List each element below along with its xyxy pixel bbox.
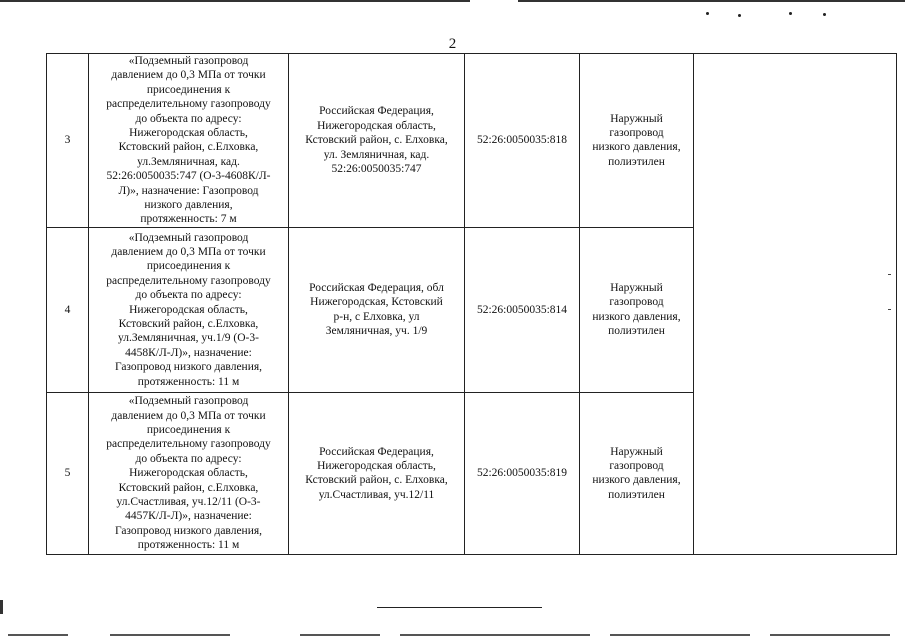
bottom-scan-artifact [610, 634, 750, 636]
object-description-text: «Подземный газопровод давлением до 0,3 МПа от точки присоединения к распределительному газопроводу до объекта по адресу: Нижегородская область, Кстовский район, с.Елховка, ул.Земляничная, уч.1/9 (О-3- 4458К/Л-Л)», назначение: Газопровод низкого давления, протяженность: 11 м [106, 231, 271, 388]
object-address-text: Российская Федерация, Нижегородская область, Кстовский район, с. Елховка, ул.Счастливая, уч.12/11 [305, 445, 448, 501]
object-description [89, 227, 289, 392]
property-table [46, 53, 897, 555]
cadastral-number: 52:26:0050035:818 [465, 54, 580, 228]
scan-speck [738, 14, 741, 17]
bottom-scan-artifact [8, 634, 68, 636]
object-type-text: Наружный газопровод низкого давления, полиэтилен [592, 112, 681, 168]
object-address [289, 392, 465, 554]
scan-speck [789, 12, 792, 15]
bottom-scan-artifact [770, 634, 890, 636]
empty-merged-column [694, 54, 897, 555]
object-address [289, 227, 465, 392]
row-number: 5 [47, 392, 89, 554]
row-number: 4 [47, 227, 89, 392]
object-description-text: «Подземный газопровод давлением до 0,3 МПа от точки присоединения к распределительному газопроводу до объекта по адресу: Нижегородская область, Кстовский район, с.Елховка, ул.Земляничная, кад. 52:26:0050035:747 (О-3-4608К/Л- Л)», назначение: Газопровод низкого давления, протяженность: 7 м [106, 55, 271, 226]
margin-tick [888, 274, 891, 275]
scan-speck [706, 12, 709, 15]
object-type [580, 54, 694, 228]
bottom-scan-artifact [400, 634, 590, 636]
margin-tick [888, 309, 891, 310]
bottom-scan-artifact [110, 634, 230, 636]
object-type [580, 227, 694, 392]
table-row [47, 54, 897, 228]
top-rule-gap [470, 0, 518, 3]
object-address-text: Российская Федерация, Нижегородская область, Кстовский район, с. Елховка, ул. Земляничная, кад. 52:26:0050035:747 [305, 105, 448, 176]
object-address-text: Российская Федерация, обл Нижегородская, Кстовский р-н, с Елховка, ул Земляничная, уч. 1/9 [309, 282, 444, 338]
object-type-text: Наружный газопровод низкого давления, полиэтилен [592, 445, 681, 501]
cadastral-number: 52:26:0050035:819 [465, 392, 580, 554]
object-description-text: «Подземный газопровод давлением до 0,3 МПа от точки присоединения к распределительному газопроводу до объекта по адресу: Нижегородская область, Кстовский район, с.Елховка, ул.Счастливая, уч.12/11 (О-3- 4457К/Л-Л)», назначение: Газопровод низкого давления, протяженность: 11 м [106, 395, 271, 552]
margin-mark [0, 600, 3, 614]
object-address [289, 54, 465, 228]
page-number: 2 [448, 36, 457, 52]
cadastral-number: 52:26:0050035:814 [465, 227, 580, 392]
object-description [89, 392, 289, 554]
bottom-scan-artifact [300, 634, 380, 636]
footer-rule [377, 607, 542, 608]
object-type-text: Наружный газопровод низкого давления, полиэтилен [592, 282, 681, 338]
object-description [89, 54, 289, 228]
scan-speck [823, 13, 826, 16]
top-rule [0, 0, 905, 2]
object-type [580, 392, 694, 554]
row-number: 3 [47, 54, 89, 228]
